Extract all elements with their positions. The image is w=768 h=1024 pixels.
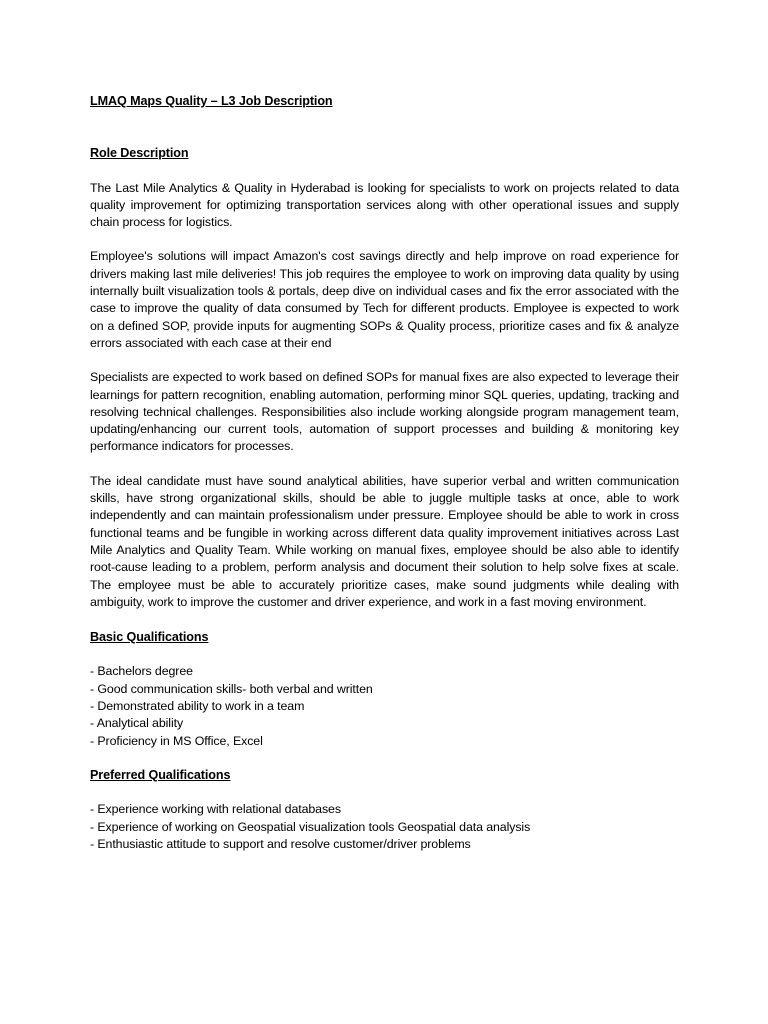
paragraph-intro: The Last Mile Analytics & Quality in Hyderabad is looking for specialists to work on projects related to data quality improvement for optimizing transportation services along with other operational issues and supply chain process for logistics. [90,180,679,230]
list-item: - Enthusiastic attitude to support and resolve customer/driver problems [90,836,679,853]
list-item: - Proficiency in MS Office, Excel [90,733,679,750]
basic-qualifications-list [90,663,679,749]
basic-qualifications-heading: Basic Qualifications [90,630,209,645]
list-item: - Demonstrated ability to work in a team [90,698,679,715]
document-page [90,93,679,870]
role-description-heading: Role Description [90,146,189,161]
paragraph-impact: Employee's solutions will impact Amazon's cost savings directly and help improve on road experience for drivers making last mile deliveries! This job requires the employee to work on improving data quality by using internally built visualization tools & portals, deep dive on individual cases and fix the error associated with the case to improve the quality of data consumed by Tech for different products. Employee is expected to work on a defined SOP, provide inputs for augmenting SOPs & Quality process, prioritize cases and fix & analyze errors associated with each case at their end [90,249,679,350]
paragraph-ideal-candidate: The ideal candidate must have sound analytical abilities, have superior verbal and written communication skills, have strong organizational skills, should be able to juggle multiple tasks at once, able to work independently and can maintain professionalism under pressure. Employee should be able to work in cross functional teams and be fungible in working across different data quality improvement initiatives across Last Mile Analytics and Quality Team. While working on manual fixes, employee should be also able to identify root-cause leading to a problem, perform analysis and document their solution to help solve fixes at scale. The employee must be able to accurately prioritize cases, make sound judgments while dealing with ambiguity, work to improve the customer and driver experience, and work in a fast moving environment. [90,473,679,609]
list-item: - Experience of working on Geospatial visualization tools Geospatial data analysis [90,819,679,836]
preferred-qualifications-heading: Preferred Qualifications [90,767,231,782]
list-item: - Analytical ability [90,715,679,732]
list-item: - Bachelors degree [90,663,679,680]
document-title: LMAQ Maps Quality – L3 Job Description [90,94,333,108]
list-item: - Good communication skills- both verbal and written [90,681,679,698]
paragraph-specialists: Specialists are expected to work based on defined SOPs for manual fixes are also expected to leverage their learnings for pattern recognition, enabling automation, performing minor SQL queries, updating, tracking and resolving technical challenges. Responsibilities also include working alongside program management team, updating/enhancing our current tools, automation of support processes and building & monitoring key performance indicators for processes. [90,370,679,454]
preferred-qualifications-list [90,801,679,853]
list-item: - Experience working with relational databases [90,801,679,818]
